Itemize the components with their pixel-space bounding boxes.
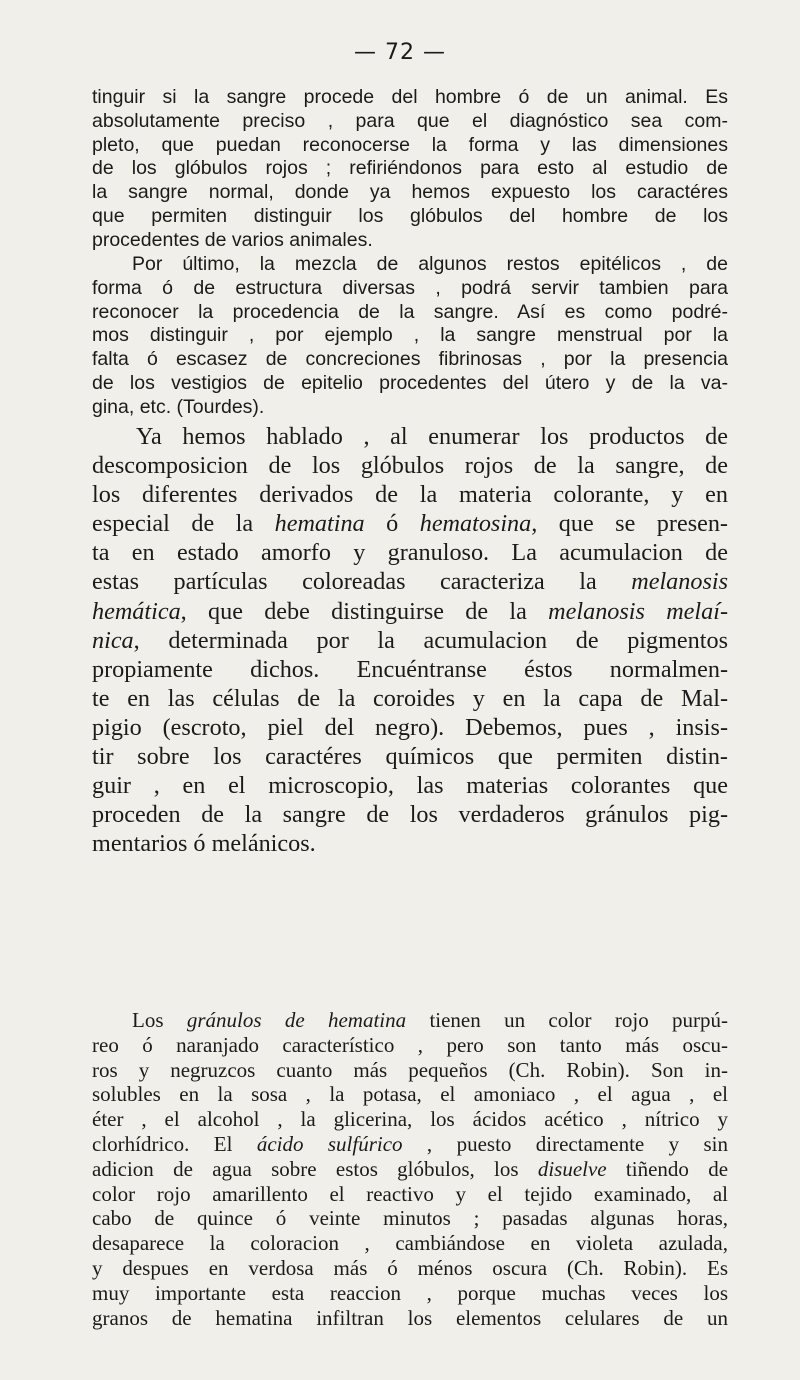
text-line: nica, determinada por la acumulacion de pigmentos bbox=[92, 626, 728, 654]
text-line: de los vestigios de epitelio procedentes del útero y de la va- bbox=[92, 371, 728, 394]
text-line: Ya hemos hablado , al enumerar los productos de bbox=[136, 423, 728, 450]
term-disuelve: disuelve bbox=[537, 1156, 607, 1181]
text-line: tir sobre los caractéres químicos que permiten distin- bbox=[92, 743, 728, 771]
term-hematosina: hematosina, bbox=[419, 510, 538, 538]
text-line: propiamente dichos. Encuéntranse éstos normalmen- bbox=[92, 655, 728, 683]
text-line: estas partículas coloreadas caracteriza la melanosis bbox=[92, 568, 728, 596]
text-line: muy importante esta reaccion , porque muchas veces los bbox=[92, 1280, 728, 1305]
term-hematica: hemática bbox=[92, 597, 181, 625]
text-line: la sangre normal, donde ya hemos expuesto los caractéres bbox=[92, 181, 728, 204]
paragraph-2 bbox=[92, 253, 728, 420]
term-nica: nica bbox=[92, 626, 134, 654]
text-line: forma ó de estructura diversas , podrá servir tambien para bbox=[92, 276, 728, 299]
text-line: te en las células de la coroides y en la capa de Mal- bbox=[92, 684, 728, 712]
text-line: y despues en verdosa más ó ménos oscura (Ch. Robin). Es bbox=[92, 1255, 728, 1280]
term-hematina: hematina bbox=[274, 510, 365, 538]
paragraph-3 bbox=[92, 422, 728, 858]
text-line: desaparece la coloracion , cambiándose en violeta azulada, bbox=[92, 1231, 728, 1256]
text-line: absolutamente preciso , para que el diagnóstico sea com- bbox=[92, 109, 728, 132]
text-line: especial de la hematina ó hematosina, que se presen- bbox=[92, 510, 728, 538]
text-line: ta en estado amorfo y granuloso. La acumulacion de bbox=[92, 539, 728, 567]
term-melanosis-melainica: melanosis melaí- bbox=[548, 597, 728, 625]
paragraph-1 bbox=[92, 86, 728, 253]
text-line: pigio (escroto, piel del negro). Debemos, pues , insis- bbox=[92, 713, 728, 741]
term-acido-sulfurico: ácido sulfúrico bbox=[256, 1131, 403, 1156]
text-line: procedentes de varios animales. bbox=[92, 228, 373, 251]
text-line: mos distinguir , por ejemplo , la sangre menstrual por la bbox=[92, 324, 728, 347]
text-line: adicion de agua sobre estos glóbulos, los disuelve tiñendo de bbox=[92, 1156, 729, 1181]
text-line: granos de hematina infiltran los elementos celulares de un bbox=[92, 1305, 728, 1330]
text-line: color rojo amarillento el reactivo y el tejido examinado, al bbox=[92, 1181, 728, 1206]
text-line: los diferentes derivados de la materia colorante, y en bbox=[92, 481, 728, 509]
text-line: clorhídrico. El ácido sulfúrico , puesto directamente y sin bbox=[92, 1131, 728, 1156]
text-line: cabo de quince ó veinte minutos ; pasadas algunas horas, bbox=[92, 1206, 728, 1231]
text-line: descomposicion de los glóbulos rojos de la sangre, de bbox=[92, 452, 728, 480]
text-line: solubles en la sosa , la potasa, el amoniaco , el agua , el bbox=[92, 1082, 728, 1107]
text-line: reo ó naranjado característico , pero son tanto más oscu- bbox=[92, 1032, 728, 1057]
term-granulos-de-hematina: gránulos de hematina bbox=[186, 1008, 407, 1032]
text-line: Los gránulos de hematina tienen un color rojo purpú- bbox=[132, 1008, 728, 1032]
text-line: pleto, que puedan reconocerse la forma y las dimensiones bbox=[92, 133, 728, 156]
text-line: que permiten distinguir los glóbulos del hombre de los bbox=[92, 204, 728, 227]
text-line: guir , en el microscopio, las materias colorantes que bbox=[92, 772, 728, 800]
text-line: mentarios ó melánicos. bbox=[92, 830, 316, 858]
text-line: proceden de la sangre de los verdaderos gránulos pig- bbox=[92, 801, 728, 829]
text-line: falta ó escasez de concreciones fibrinosas , por la presencia bbox=[92, 348, 728, 371]
text-line: éter , el alcohol , la glicerina, los ácidos acético , nítrico y bbox=[92, 1107, 728, 1132]
page-number: — 72 — bbox=[354, 40, 446, 65]
text-line: tinguir si la sangre procede del hombre ó de un animal. Es bbox=[92, 86, 728, 108]
paragraph-4 bbox=[92, 1008, 728, 1330]
text-line: ros y negruzcos cuanto más pequeños (Ch. Robin). Son in- bbox=[92, 1057, 728, 1082]
text-line: hemática, que debe distinguirse de la melanosis melaí- bbox=[92, 597, 728, 625]
text-line: reconocer la procedencia de la sangre. Así es como podré- bbox=[92, 300, 728, 323]
term-melanosis: melanosis bbox=[631, 568, 728, 596]
text-line: Por último, la mezcla de algunos restos epitélicos , de bbox=[132, 253, 728, 275]
text-line: gina, etc. (Tourdes). bbox=[92, 395, 265, 418]
text-line: de los glóbulos rojos ; refiriéndonos para esto al estudio de bbox=[92, 157, 728, 180]
